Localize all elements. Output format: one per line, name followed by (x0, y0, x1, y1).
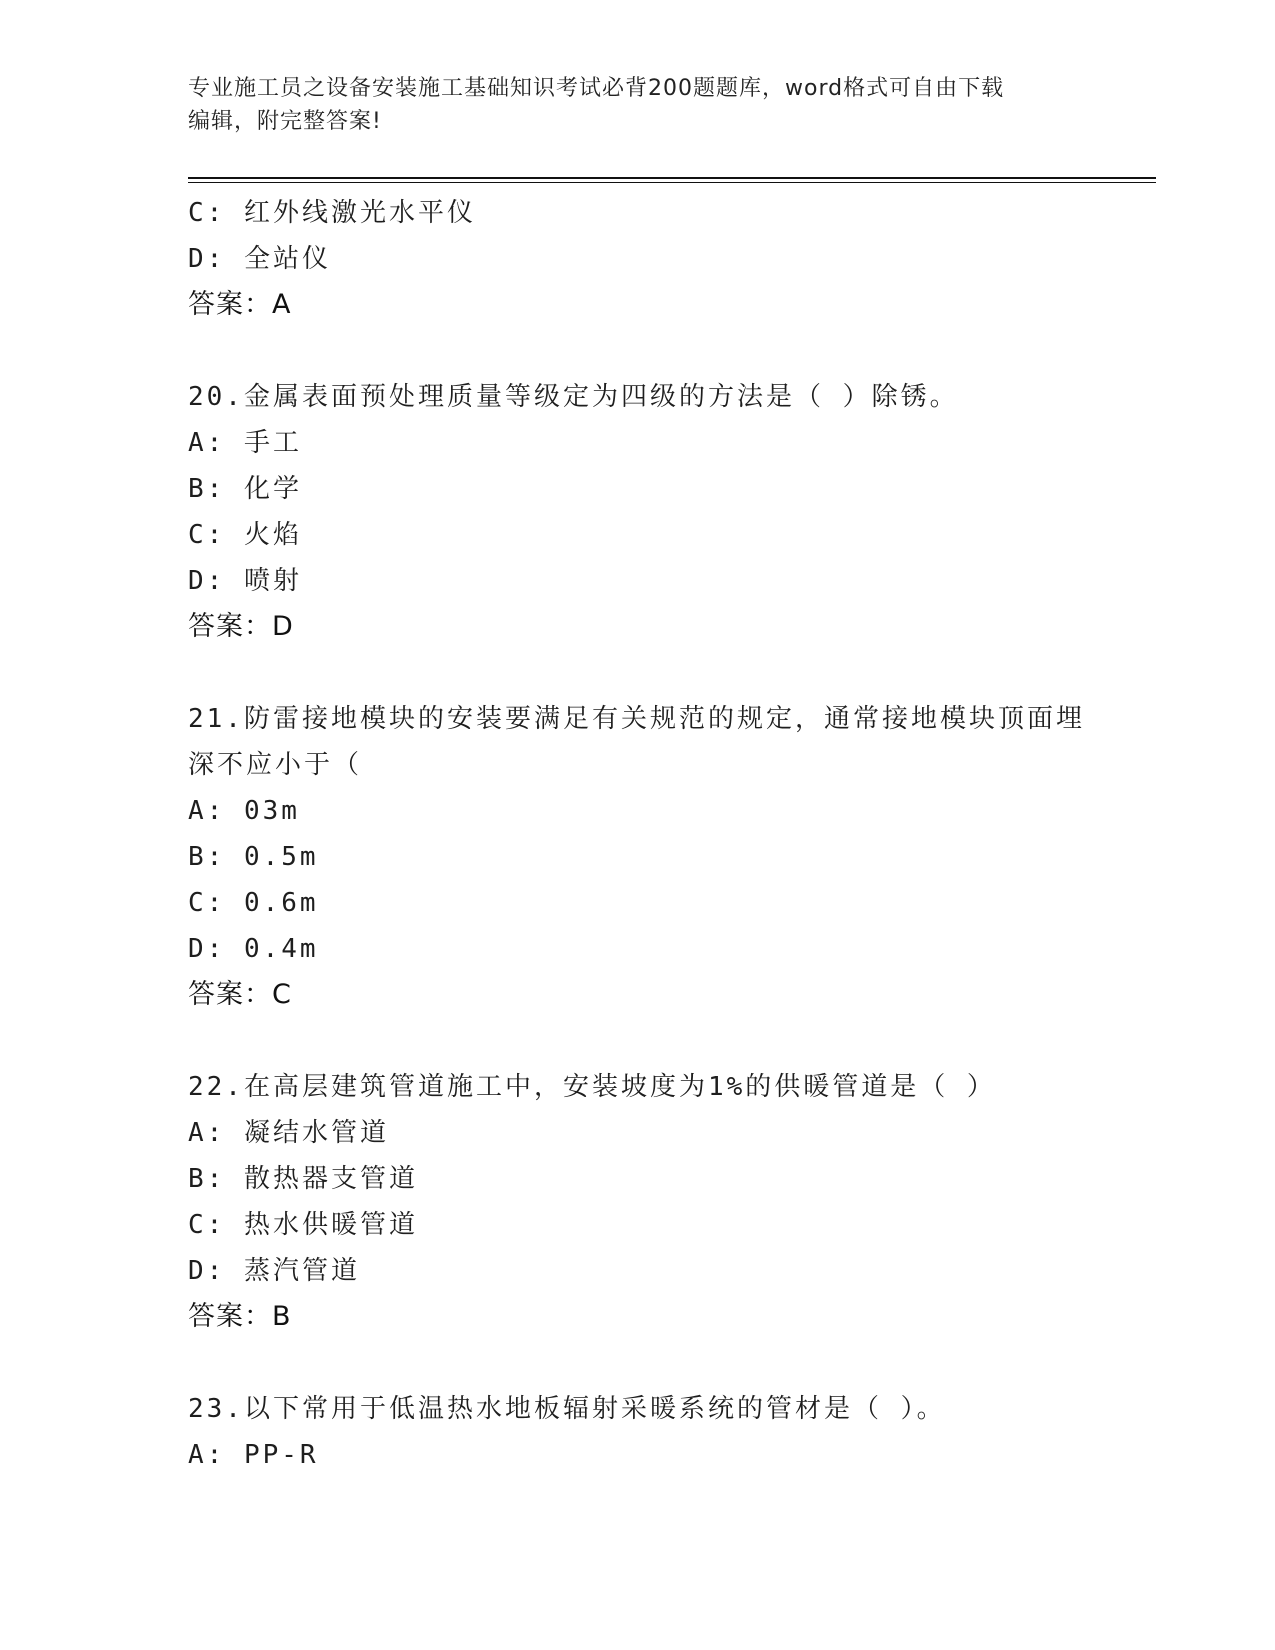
question-21 (188, 696, 1088, 1018)
question-list (188, 190, 1088, 1478)
question-23 (188, 1386, 1088, 1478)
header-rule-thick (188, 177, 1156, 179)
option-c: C: 0.6m (188, 888, 319, 918)
option-a: A: PP-R (188, 1440, 319, 1470)
question-spacer (188, 650, 1088, 696)
header-title-line-2: 编辑，附完整答案! (188, 109, 382, 134)
question-spacer (188, 1018, 1088, 1064)
option-a: A: 03m (188, 796, 300, 826)
question-stem: 20.金属表面预处理质量等级定为四级的方法是（ ）除锈。 (188, 382, 959, 412)
answer-line: 答案：A (188, 289, 292, 320)
option-b: B: 散热器支管道 (188, 1164, 418, 1194)
question-spacer (188, 328, 1088, 374)
answer-line: 答案：D (188, 611, 294, 642)
answer-line: 答案：C (188, 979, 292, 1010)
option-a: A: 凝结水管道 (188, 1118, 389, 1148)
answer-line: 答案：B (188, 1301, 292, 1332)
option-c: C: 红外线激光水平仪 (188, 198, 476, 228)
option-d: D: 全站仪 (188, 244, 331, 274)
option-d: D: 蒸汽管道 (188, 1256, 360, 1286)
option-b: B: 化学 (188, 474, 302, 504)
question-stem-line-1: 21.防雷接地模块的安装要满足有关规范的规定，通常接地模块顶面埋 (188, 704, 1085, 734)
question-20 (188, 374, 1088, 650)
question-stem: 23.以下常用于低温热水地板辐射采暖系统的管材是（ ）。 (188, 1394, 946, 1424)
question-stem: 22.在高层建筑管道施工中，安装坡度为1%的供暖管道是（ ） (188, 1072, 996, 1102)
option-d: D: 喷射 (188, 566, 302, 596)
question-22 (188, 1064, 1088, 1340)
option-c: C: 火焰 (188, 520, 302, 550)
option-d: D: 0.4m (188, 934, 319, 964)
header-title-line-1: 专业施工员之设备安装施工基础知识考试必背200题题库，word格式可自由下载 (188, 76, 1005, 101)
header-rule-thin (188, 182, 1156, 183)
question-spacer (188, 1340, 1088, 1386)
option-a: A: 手工 (188, 428, 302, 458)
question-19-tail (188, 190, 1088, 328)
option-b: B: 0.5m (188, 842, 319, 872)
option-c: C: 热水供暖管道 (188, 1210, 418, 1240)
question-stem-line-2: 深不应小于（ (188, 750, 363, 780)
document-header (188, 72, 1088, 138)
